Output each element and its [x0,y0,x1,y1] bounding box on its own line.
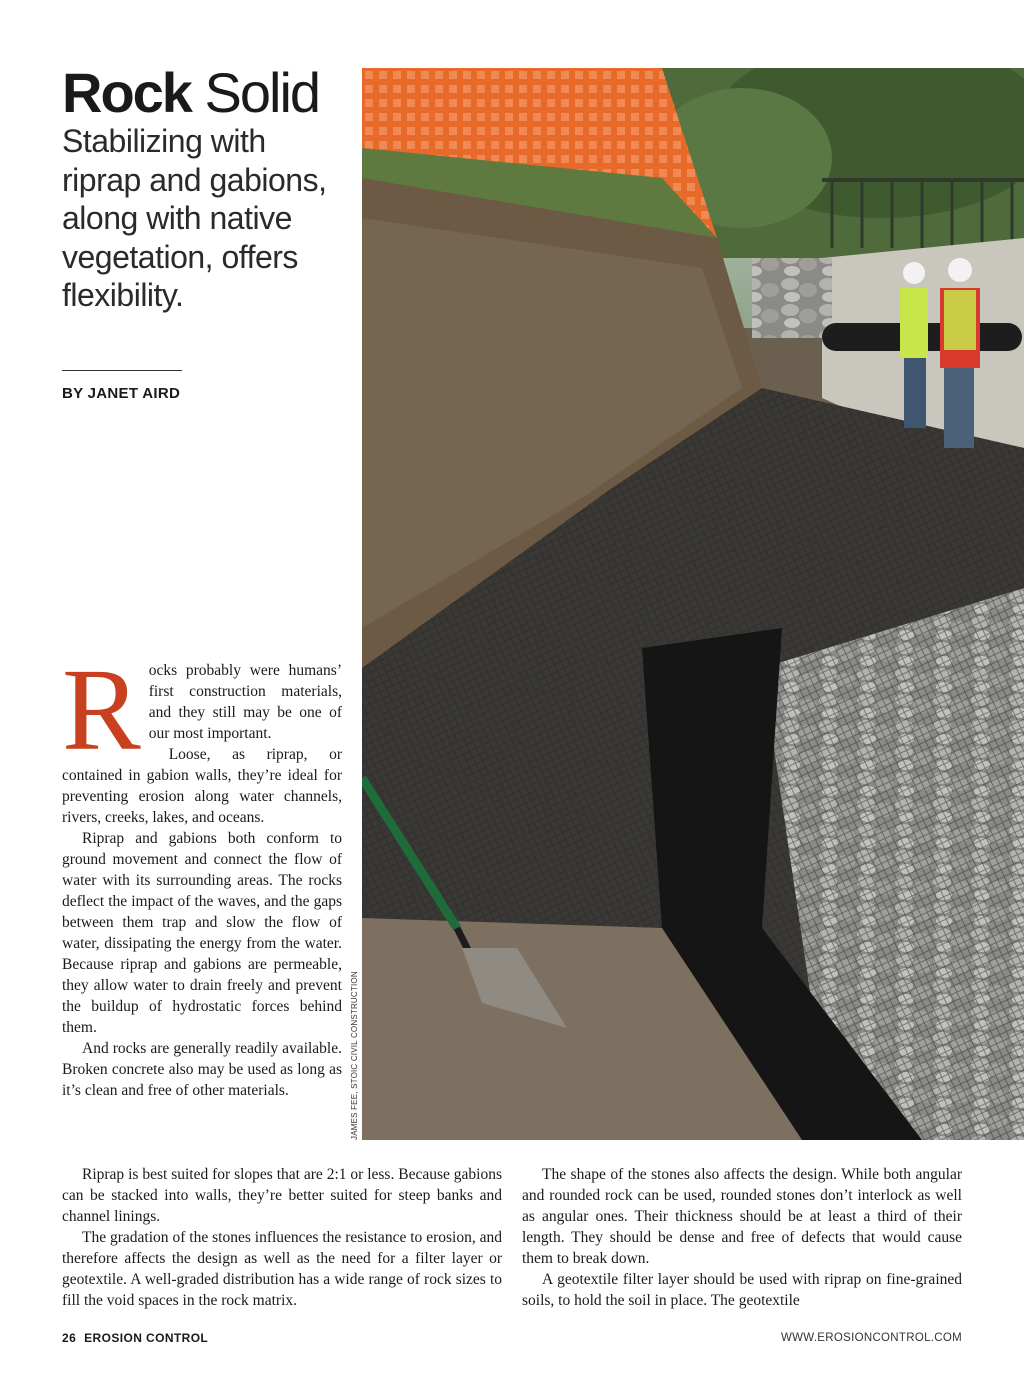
byline: BY JANET AIRD [62,385,181,402]
byline-divider [62,370,182,371]
body-paragraph: A geotextile filter layer should be used with riprap on fine-grained soils, to hold the soil in place. The geotextile [522,1271,962,1309]
body-paragraph: Riprap and gabions both conform to ground movement and connect the flow of water with its surrounding areas. The rocks deflect the impact of the waves, and the gaps between them trap and slow the flow of water, dissipating the energy from the water. Because riprap and gabions are permeable, they allow water to drain freely and prevent the buildup of hydrostatic forces behind them. [62,830,342,1036]
publication-name: EROSION CONTROL [84,1331,209,1345]
body-column-left [62,644,342,1101]
page-number: 26 [62,1331,77,1345]
body-column-bottom-left [62,1164,502,1311]
body-paragraph: Loose, as riprap, or contained in gabion walls, they’re ideal for preventing erosion along water channels, rivers, creeks, lakes, and oceans. [62,746,342,826]
body-paragraph: The gradation of the stones influences the resistance to erosion, and therefore affects the design as well as the need for a filter layer or geotextile. A well-graded distribution has a wide range of rock sizes to fill the void spaces in the rock matrix. [62,1229,502,1309]
photo-credit: JAMES FEE, STOIC CIVIL CONSTRUCTION [350,971,359,1140]
body-paragraph: And rocks are generally readily available. Broken concrete also may be used as long as it’s clean and free of other materials. [62,1040,342,1099]
article-photo [362,68,1024,1140]
construction-site-illustration [362,68,1024,1140]
page-folio [62,1331,208,1345]
body-column-bottom-right [522,1164,962,1311]
body-paragraph: Riprap is best suited for slopes that are 2:1 or less. Because gabions can be stacked into walls, they’re better suited for steep banks and channel linings. [62,1166,502,1225]
title-light-word: Solid [204,61,320,124]
title-bold-word: Rock [62,61,191,124]
body-paragraph: The shape of the stones also affects the design. While both angular and rounded rock can be used, rounded stones don’t interlock as well as angular ones. Their thickness should be at least a third of their length. They should be dense and free of defects that would cause them to break down. [522,1166,962,1267]
body-paragraph: Rocks probably were humans’ first construction materials, and they still may be one of our most important. [62,644,342,775]
article-subtitle: Stabilizing with riprap and gabions, along with native vegetation, offers flexibility. [62,123,327,313]
drop-cap: R [62,644,141,775]
article-title [62,62,362,124]
publication-url: WWW.EROSIONCONTROL.COM [780,1332,962,1344]
